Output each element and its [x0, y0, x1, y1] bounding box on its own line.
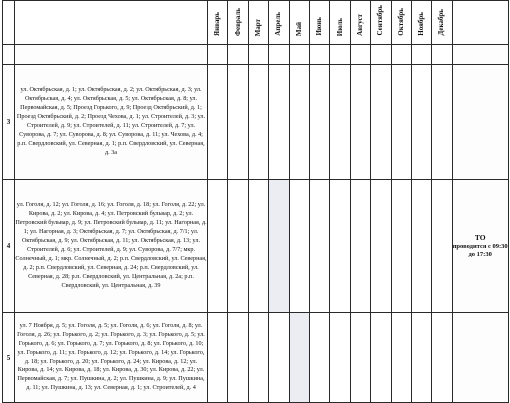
- month-header-january: [208, 1, 228, 45]
- month-label: Декабрь: [437, 9, 446, 36]
- row-number: 4: [3, 180, 15, 313]
- header-num-cell: [3, 1, 15, 45]
- schedule-note: [452, 180, 508, 313]
- note-cell-empty: [452, 65, 508, 180]
- month-label: Май: [294, 21, 303, 36]
- month-label: Сентябрь: [376, 5, 385, 36]
- address-list: ул. Октябрьская, д. 1; ул. Октябрьская, д. 2; ул. Октябрьская, д. 3; ул. Октябрьская, д. 4; ул. Октябрьская, д. 5; ул. Октябрьская, д. 8; ул. Первомайская, д. 5; Проезд Горького, д. 9; Проезд Октябрьский, д. 1; Проезд Октябрьский, д. 2; Проезд Чехова, д. 1; ул. Строителей, д. 3; ул. Строителей, д. 9; ул. Строителей, д. 11; ул. Строителей, д. 7; ул. Суворова, д. 7; ул. Суворова, д. 8; ул. Суворова, д. 11; ул. Чехова, д. 4; р.п. Свердловский, ул. Северная, д. 1; р.п. Свердловский, ул. Северная, д. 3а: [15, 65, 208, 180]
- month-label: Апрель: [274, 12, 283, 36]
- header-note-cell: [452, 1, 508, 45]
- note-hours: проводится с 09:30 до 17:30: [452, 242, 508, 258]
- scheduled-month-april: [269, 180, 289, 313]
- month-label: Март: [253, 18, 262, 36]
- month-header-december: [432, 1, 452, 45]
- month-header-april: [269, 1, 289, 45]
- header-address-cell: [15, 1, 208, 45]
- month-header-june: [309, 1, 329, 45]
- month-header-may: [289, 1, 309, 45]
- month-header-november: [411, 1, 431, 45]
- month-header-august: [350, 1, 370, 45]
- month-header-march: [248, 1, 268, 45]
- table-row: [3, 65, 509, 180]
- row-number: 3: [3, 65, 15, 180]
- month-header-september: [371, 1, 391, 45]
- month-label: Июнь: [315, 17, 324, 36]
- header-row: [3, 1, 509, 45]
- month-label: Январь: [213, 12, 222, 36]
- table-row: [3, 180, 509, 313]
- month-label: Июль: [335, 17, 344, 36]
- row-number: 5: [3, 313, 15, 403]
- note-cell-empty: [452, 313, 508, 403]
- month-label: Ноябрь: [417, 12, 426, 36]
- month-header-july: [330, 1, 350, 45]
- maintenance-schedule-table: [2, 0, 509, 403]
- month-label: Август: [355, 14, 364, 36]
- month-label: Февраль: [233, 8, 242, 36]
- month-label: Октябрь: [396, 8, 405, 36]
- month-header-october: [391, 1, 411, 45]
- address-list: ул. 7 Ноября, д. 5; ул. Гоголя, д. 5; ул. Гоголя, д. 6; ул. Гоголя, д. 8; ул. Гоголя, д. 26; ул. Горького, д. 2; ул. Горького, д. 3; ул. Горького, д. 5; ул. Горького, д. 6; ул. Горького, д. 7; ул. Горького, д. 8; ул. Горького, д. 10; ул. Горького, д. 11; ул. Горького, д. 12; ул. Горького, д. 14; ул. Горького, д. 18; ул. Горького, д. 20; ул. Горького, д. 24; ул. Кирова, д. 12; ул. Кирова, д. 14; ул. Кирова, д. 18; ул. Кирова, д. 30; ул. Кирова, д. 22; ул. Первомайская, д. 7; ул. Пушкина, д. 2; ул. Пушкина, д. 9; ул. Пушкина, д. 11; ул. Пушкина, д. 13; ул. Северная, д. 1; ул. Строителей, д. 4: [15, 313, 208, 403]
- spacer-row: [3, 45, 509, 65]
- address-list: ул. Гоголя, д. 12; ул. Гоголя, д. 16; ул. Гоголя, д. 18; ул. Гоголя, д. 22; ул. Кирова, д. 2; ул. Кирова, д. 4; ул. Петровский бульвар, д. 2; ул. Петровский бульвар, д. 9; ул. Петровский бульвар, д. 11; ул. Нагорная, д. 1; ул. Нагорная, д. 3; Октябрьская, д. 7; ул. Октябрьская, д. 7/1; ул. Октябрьская, д. 9; ул. Октябрьская, д. 11; ул. Октябрьская, д. 13; ул. Строителей, д. 6; ул. Строителей, д. 9; ул. Суворова, д. 7/7; мкр. Солнечный, д. 1; мкр. Солнечный, д. 2; р.п. Свердловский, ул. Северная, д. 2; р.п. Свердловский, ул. Северная, д. 24; р.п. Свердловский, ул. Северная, д. 28; р.п. Свердловский, ул. Центральная, д. 2а; р.п. Свердловский, ул. Центральная, д. 39: [15, 180, 208, 313]
- scheduled-month-may: [289, 313, 309, 403]
- table-row: [3, 313, 509, 403]
- month-header-february: [228, 1, 248, 45]
- note-title: ТО: [474, 232, 486, 242]
